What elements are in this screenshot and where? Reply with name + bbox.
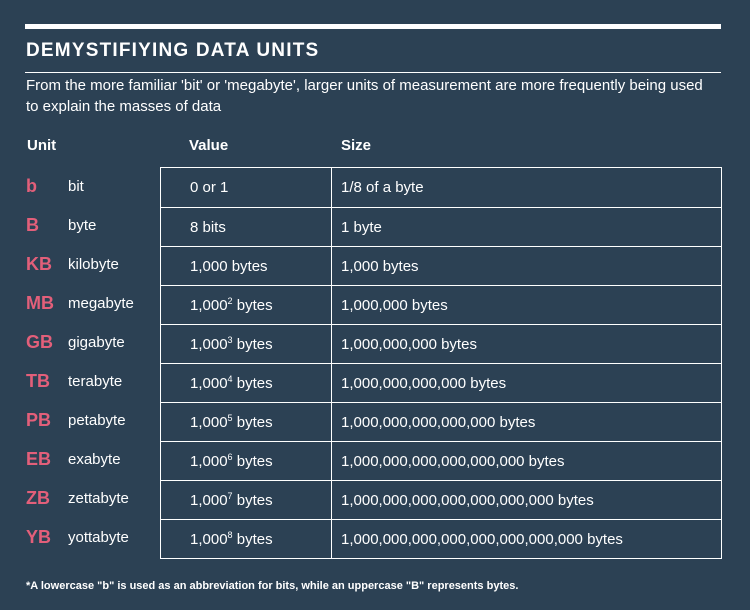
page-title: DEMYSTIFIYING DATA UNITS: [26, 40, 320, 61]
value-cell: [190, 247, 268, 286]
value-unit: bytes: [232, 453, 273, 470]
title-divider: [25, 72, 721, 73]
value-base: 1,000: [190, 336, 228, 353]
table-row: [161, 246, 721, 286]
size-cell: 1,000,000,000 bytes: [341, 336, 477, 353]
unit-abbreviation: TB: [26, 371, 50, 391]
unit-abbreviation: MB: [26, 293, 54, 313]
value-cell: [190, 325, 273, 364]
value-cell: [190, 168, 228, 207]
unit-name: gigabyte: [68, 334, 125, 351]
table-row: [161, 168, 721, 207]
value-base: 0 or 1: [190, 179, 229, 196]
value-base: 8 bits: [190, 219, 226, 236]
value-unit: bytes: [232, 414, 273, 431]
top-rule: [25, 24, 721, 29]
size-cell: 1 byte: [341, 219, 382, 236]
table-row: [161, 519, 721, 559]
table-row: [161, 207, 721, 247]
unit-name: byte: [68, 217, 97, 234]
size-cell: 1,000,000,000,000,000,000,000 bytes: [341, 492, 594, 509]
size-cell: 1/8 of a byte: [341, 179, 424, 196]
table-row: [161, 480, 721, 520]
size-cell: 1,000,000,000,000,000,000 bytes: [341, 453, 565, 470]
column-header-size: Size: [341, 137, 372, 154]
value-exponent: 4: [227, 374, 233, 384]
unit-name: exabyte: [68, 451, 121, 468]
value-base: 1,000: [190, 375, 228, 392]
table-row: [161, 402, 721, 442]
value-exponent: 6: [227, 452, 233, 462]
value-cell: [190, 442, 273, 481]
value-unit: bytes: [232, 297, 273, 314]
unit-abbreviation: GB: [26, 332, 53, 352]
unit-name: kilobyte: [68, 256, 119, 273]
value-base: 1,000: [190, 414, 228, 431]
value-base: 1,000: [190, 453, 228, 470]
value-exponent: 3: [227, 335, 233, 345]
table-row: [161, 441, 721, 481]
unit-name: megabyte: [68, 295, 134, 312]
value-unit: bytes: [232, 336, 273, 353]
unit-abbreviation: PB: [26, 410, 52, 430]
column-header-value: Value: [189, 137, 229, 154]
unit-name: zettabyte: [68, 490, 129, 507]
footnote: *A lowercase "b" is used as an abbreviation for bits, while an uppercase "B" represents bytes.: [26, 580, 519, 592]
value-exponent: 7: [227, 491, 233, 501]
size-cell: 1,000,000,000,000 bytes: [341, 375, 507, 392]
value-base: 1,000: [190, 492, 228, 509]
value-unit: bytes: [232, 375, 273, 392]
unit-abbreviation: EB: [26, 449, 52, 469]
value-cell: [190, 520, 273, 559]
value-unit: bytes: [232, 531, 273, 548]
unit-name: petabyte: [68, 412, 126, 429]
unit-abbreviation: ZB: [26, 488, 50, 508]
value-exponent: 8: [227, 530, 233, 540]
table-row: [161, 285, 721, 325]
units-table: [160, 167, 722, 559]
table-row: [161, 363, 721, 403]
value-base: 1,000 bytes: [190, 258, 268, 275]
value-base: 1,000: [190, 531, 228, 548]
subtitle: From the more familiar 'bit' or 'megabyte', larger units of measurement are more frequently being used to explain the masses of data: [26, 77, 703, 115]
value-cell: [190, 286, 273, 325]
column-header-unit: Unit: [27, 137, 57, 154]
value-exponent: 2: [227, 296, 233, 306]
size-cell: 1,000,000 bytes: [341, 297, 448, 314]
value-exponent: 5: [227, 413, 233, 423]
unit-name: bit: [68, 178, 84, 195]
value-cell: [190, 208, 226, 247]
unit-name: terabyte: [68, 373, 123, 390]
table-row: [161, 324, 721, 364]
value-cell: [190, 364, 273, 403]
value-cell: [190, 403, 273, 442]
size-cell: 1,000 bytes: [341, 258, 419, 275]
value-cell: [190, 481, 273, 520]
size-cell: 1,000,000,000,000,000,000,000,000 bytes: [341, 531, 623, 548]
unit-abbreviation: YB: [26, 527, 52, 547]
value-base: 1,000: [190, 297, 228, 314]
value-unit: bytes: [232, 492, 273, 509]
unit-abbreviation: b: [26, 176, 37, 196]
unit-name: yottabyte: [68, 529, 129, 546]
size-cell: 1,000,000,000,000,000 bytes: [341, 414, 536, 431]
unit-abbreviation: KB: [26, 254, 52, 274]
unit-abbreviation: B: [26, 215, 39, 235]
